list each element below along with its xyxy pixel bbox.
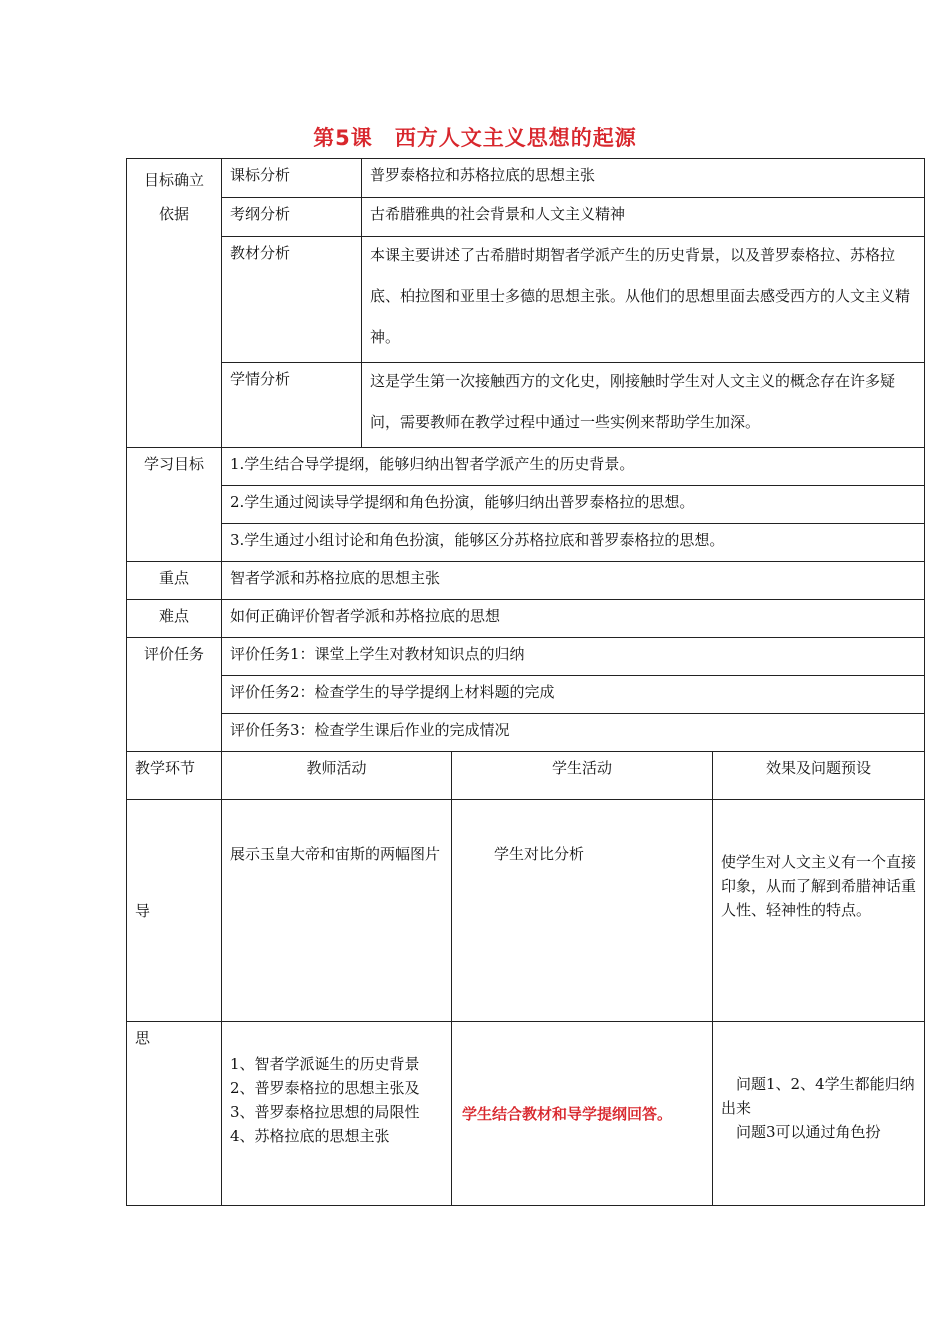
table-row xyxy=(127,800,925,1022)
table-row xyxy=(127,638,925,676)
table-row xyxy=(127,486,925,524)
list-item: 3、普罗泰格拉思想的局限性 xyxy=(230,1103,420,1121)
effect-line: 问题1、2、4学生都能归纳出来 xyxy=(721,1075,915,1117)
goal-item: 2.学生通过阅读导学提纲和角色扮演，能够归纳出普罗泰格拉的思想。 xyxy=(222,486,925,524)
header-teacher: 教师活动 xyxy=(222,752,452,800)
task-item: 评价任务1：课堂上学生对教材知识点的归纳 xyxy=(222,638,925,676)
basis-label: 目标确立 依据 xyxy=(127,159,222,448)
list-item: 1、智者学派诞生的历史背景 xyxy=(230,1055,420,1073)
stage-label: 导 xyxy=(127,800,222,1022)
basis-content: 本课主要讲述了古希腊时期智者学派产生的历史背景，以及普罗泰格拉、苏格拉底、柏拉图和亚里士多德的思想主张。从他们的思想里面去感受西方的人文主义精神。 xyxy=(362,237,925,363)
page-title xyxy=(0,122,950,152)
goal-item: 1.学生结合导学提纲，能够归纳出智者学派产生的历史背景。 xyxy=(222,448,925,486)
lesson-name: 西方人文主义思想的起源 xyxy=(394,126,637,150)
table-row xyxy=(127,676,925,714)
basis-name: 课标分析 xyxy=(222,159,362,198)
table-row xyxy=(127,448,925,486)
basis-content: 古希腊雅典的社会背景和人文主义精神 xyxy=(362,198,925,237)
goal-item: 3.学生通过小组讨论和角色扮演，能够区分苏格拉底和普罗泰格拉的思想。 xyxy=(222,524,925,562)
table-row xyxy=(127,363,925,448)
basis-content: 普罗泰格拉和苏格拉底的思想主张 xyxy=(362,159,925,198)
basis-name: 教材分析 xyxy=(222,237,362,363)
lesson-plan-table xyxy=(126,158,925,1206)
basis-name: 考纲分析 xyxy=(222,198,362,237)
table-row xyxy=(127,562,925,600)
teacher-activity-list xyxy=(222,1022,452,1206)
basis-content: 这是学生第一次接触西方的文化史，刚接触时学生对人文主义的概念存在许多疑问，需要教师在教学过程中通过一些实例来帮助学生加深。 xyxy=(362,363,925,448)
table-row xyxy=(127,600,925,638)
student-activity-highlight: 学生结合教材和导学提纲回答。 xyxy=(452,1022,713,1206)
header-effect: 效果及问题预设 xyxy=(713,752,925,800)
task-item: 评价任务3：检查学生课后作业的完成情况 xyxy=(222,714,925,752)
effect-text: 使学生对人文主义有一个直接印象，从而了解到希腊神话重人性、轻神性的特点。 xyxy=(713,800,925,1022)
teacher-activity: 展示玉皇大帝和宙斯的两幅图片 xyxy=(222,800,452,1022)
table-row xyxy=(127,198,925,237)
difficulty-content: 如何正确评价智者学派和苏格拉底的思想 xyxy=(222,600,925,638)
table-row xyxy=(127,1022,925,1206)
difficulty-label: 难点 xyxy=(127,600,222,638)
key-point-label: 重点 xyxy=(127,562,222,600)
student-activity: 学生对比分析 xyxy=(452,800,713,1022)
table-row xyxy=(127,237,925,363)
header-stage: 教学环节 xyxy=(127,752,222,800)
goals-label: 学习目标 xyxy=(127,448,222,562)
effect-text xyxy=(713,1022,925,1206)
list-item: 2、普罗泰格拉的思想主张及 xyxy=(230,1079,420,1097)
effect-line: 问题3可以通过角色扮 xyxy=(736,1123,881,1141)
header-student: 学生活动 xyxy=(452,752,713,800)
key-point-content: 智者学派和苏格拉底的思想主张 xyxy=(222,562,925,600)
task-item: 评价任务2：检查学生的导学提纲上材料题的完成 xyxy=(222,676,925,714)
table-row xyxy=(127,159,925,198)
table-row xyxy=(127,714,925,752)
basis-name: 学情分析 xyxy=(222,363,362,448)
table-row xyxy=(127,524,925,562)
lesson-number: 第5课 xyxy=(313,126,373,150)
table-header-row xyxy=(127,752,925,800)
tasks-label: 评价任务 xyxy=(127,638,222,752)
list-item: 4、苏格拉底的思想主张 xyxy=(230,1127,390,1145)
stage-label: 思 xyxy=(127,1022,222,1206)
